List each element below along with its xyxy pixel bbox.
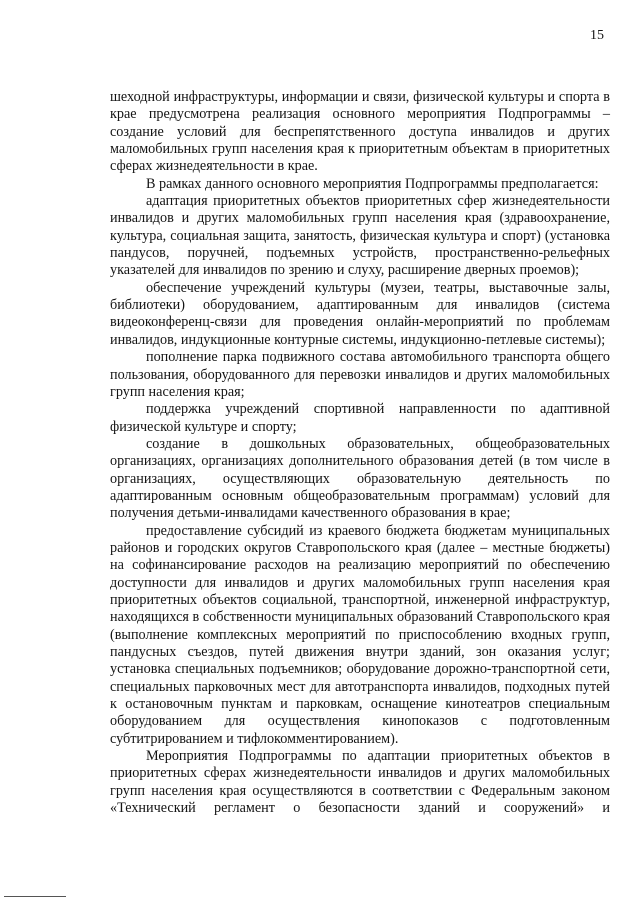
list-item-transport: пополнение парка подвижного состава автомобильного транспорта общего пользования, оборудованного для перевозки инвалидов и других маломобильных групп населения края;	[110, 349, 610, 400]
list-item-education: создание в дошкольных образовательных, общеобразовательных организациях, организациях дополнительного образования детей (в том числе в организациях, осуществляющих образовательную деятельность по адаптированным основным общеобразовательным программам) условий для получения детьми-инвалидами качественного образования в крае;	[110, 435, 610, 522]
list-item-sports: поддержка учреждений спортивной направленности по адаптивной физической культуре и спорту;	[110, 401, 610, 435]
paragraph-law: Мероприятия Подпрограммы по адаптации приоритетных объектов в приоритетных сферах жизнедеятельности инвалидов и других маломобильных групп населения края осуществляются в соответствии с Федеральным законом «Технический регламент о безопасности зданий и сооружений» и	[110, 748, 610, 817]
footer-rule	[4, 896, 66, 897]
paragraph-plan: В рамках данного основного мероприятия Подпрограммы предполагается:	[146, 175, 599, 192]
list-item-culture-equipment: обеспечение учреждений культуры (музеи, театры, выставочные залы, библиотеки) оборудованием, адаптированным для инвалидов (система видеоконференц-связи для проведения онлайн-мероприятий по проблемам инвалидов, индукционные контурные системы, индукционно-петлевые системы);	[110, 279, 610, 348]
paragraph-intro: шеходной инфраструктуры, информации и связи, физической культуры и спорта в крае предусмотрена реализация основного мероприятия Подпрограммы – создание условий для беспрепятственного доступа инвалидов и других маломобильных групп населения края к приоритетным объектам в приоритетных сферах жизнедеятельности в крае.	[110, 89, 610, 175]
list-item-adaptation: адаптация приоритетных объектов приоритетных сфер жизнедеятельности инвалидов и других маломобильных групп населения края (здравоохранение, культура, социальная защита, занятость, физическая культура и спорт) (установка пандусов, поручней, подъемных устройств, пространственно-рельефных указателей для инвалидов по зрению и слуху, расширение дверных проемов);	[110, 193, 610, 279]
list-item-subsidies: предоставление субсидий из краевого бюджета бюджетам муниципальных районов и городских округов Ставропольского края (далее – местные бюджеты) на софинансирование расходов на реализацию мероприятий по обеспечению доступности для инвалидов и других маломобильных групп населения края приоритетных объектов социальной, транспортной, инженерной инфраструктур, находящихся в собственности муниципальных образований Ставропольского края (выполнение комплексных мероприятий по приспособлению входных групп, пандусных съездов, путей движения внутри зданий, зон оказания услуг; установка специальных подъемников; оборудование дорожно-транспортной сети, специальных парковочных мест для автотранспорта инвалидов, подходных путей к остановочным пунктам и парковкам, оснащение кинотеатров специальным оборудованием для осуществления кинопоказов с подготовленным субтитрированием и тифлокомментированием).	[110, 522, 610, 747]
page-number: 15	[590, 28, 604, 43]
body-text	[110, 89, 610, 817]
